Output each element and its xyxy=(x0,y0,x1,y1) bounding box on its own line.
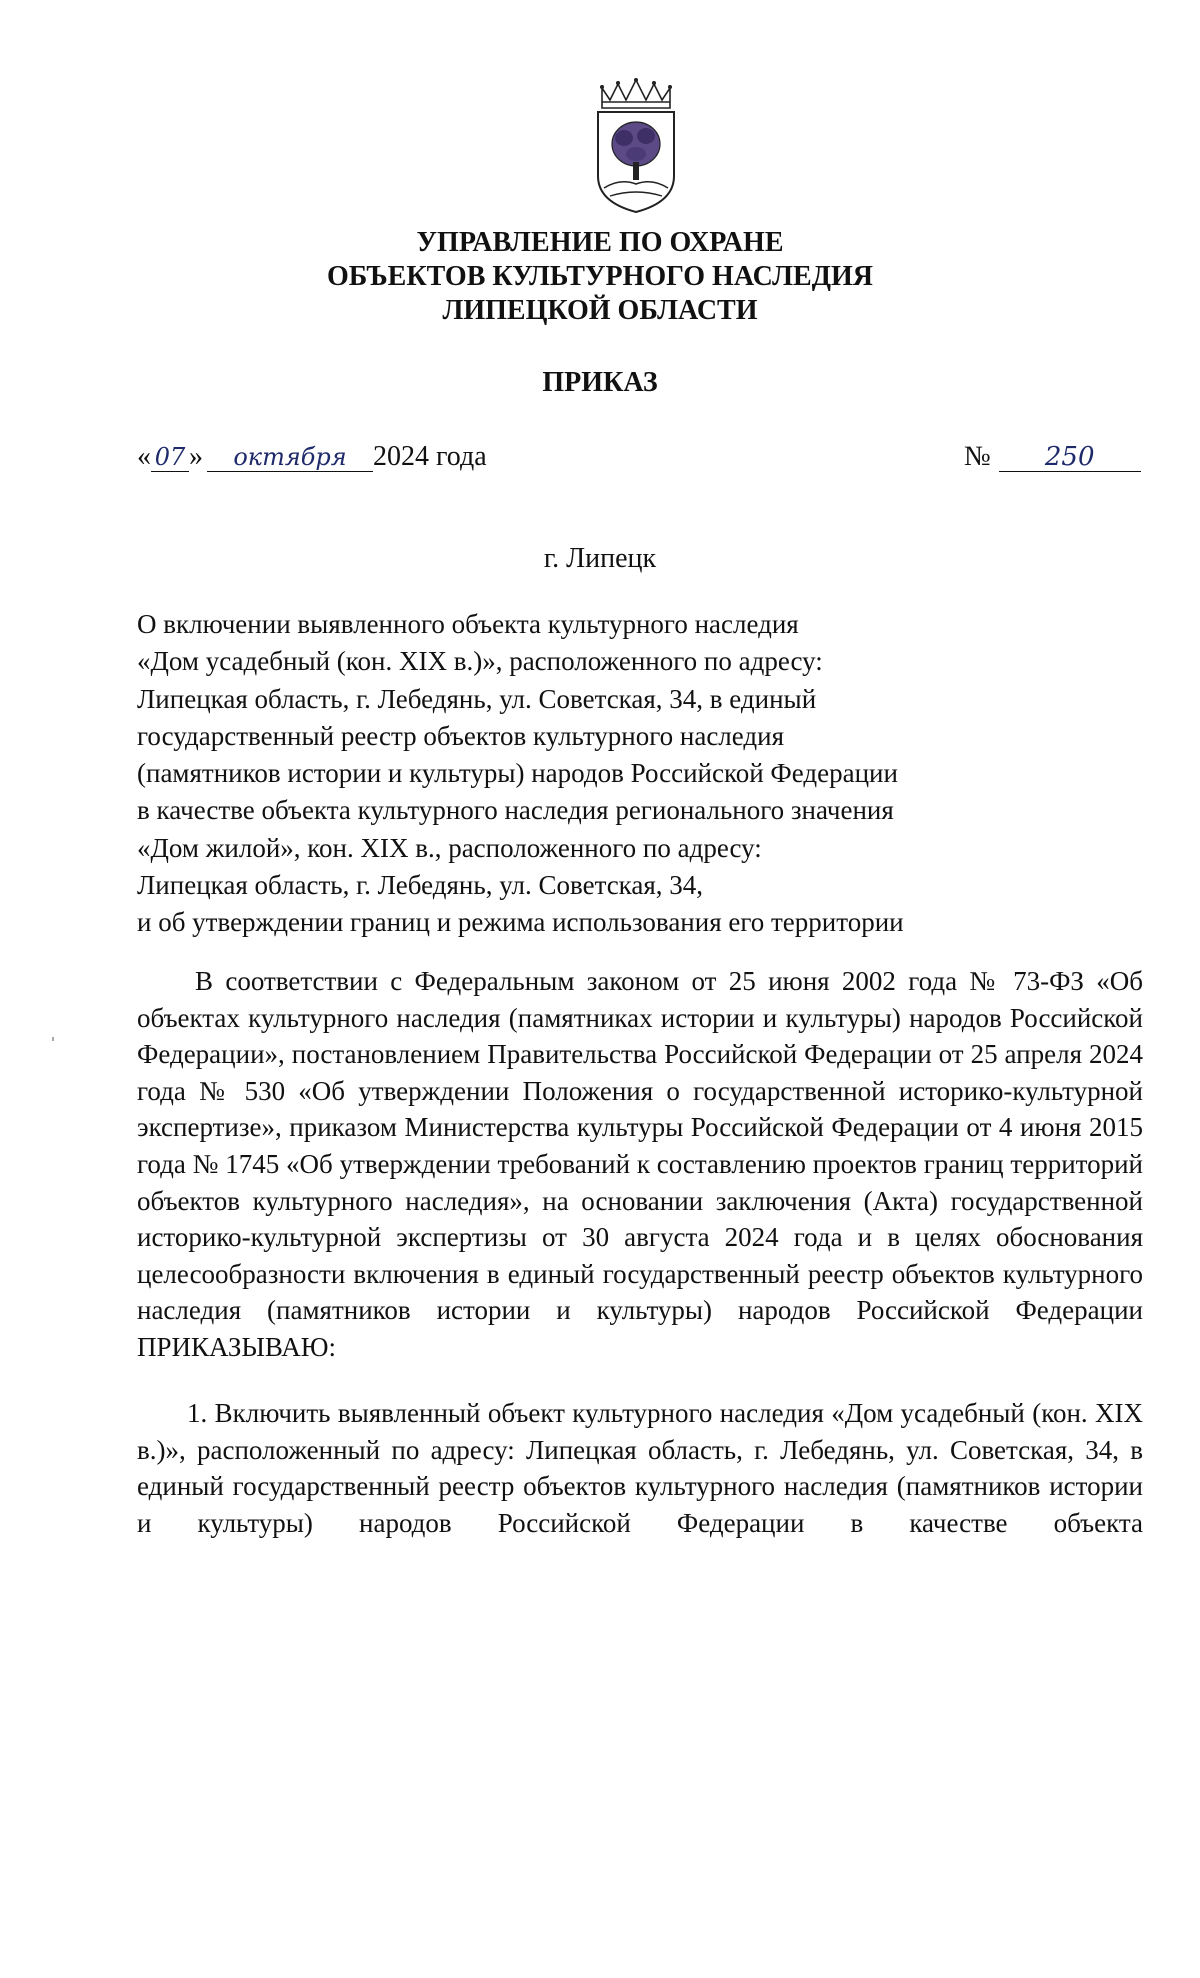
date-year: 2024 года xyxy=(373,441,487,472)
document-type-title: ПРИКАЗ xyxy=(542,367,658,398)
date-open-quote: « xyxy=(137,441,151,472)
subject-line: Липецкая область, г. Лебедянь, ул. Советская, 34, в единый xyxy=(137,683,817,714)
subject-line: (памятников истории и культуры) народов Российской Федерации xyxy=(137,758,898,789)
order-number xyxy=(964,440,1141,474)
preamble-paragraph: В соответствии с Федеральным законом от 25 июня 2002 года № 73-ФЗ «Об объектах культурного наследия (памятниках истории и культуры) народов Российской Федерации», постановлением Правительства Российской Федерации от 25 апреля 2024 года № 530 «Об утверждении Положения о государственной историко-культурной экспертизе», приказом Министерства культуры Российской Федерации от 4 июня 2015 года № 1745 «Об утверждении требований к составлению проектов границ территорий объектов культурного наследия», на основании заключения (Акта) государственной историко-культурной экспертизы от 30 августа 2024 года и в целях обоснования целесообразности включения в единый государственный реестр объектов культурного наследия (памятников истории и культуры) народов Российской Федерации ПРИКАЗЫВАЮ: xyxy=(137,966,1143,1362)
scan-speck xyxy=(52,1037,54,1041)
date-month-handwritten: октября xyxy=(233,443,347,471)
org-line: УПРАВЛЕНИЕ ПО ОХРАНЕ xyxy=(416,227,784,258)
coat-of-arms-icon xyxy=(590,78,682,214)
order-item-1: 1. Включить выявленный объект культурного наследия «Дом усадебный (кон. XIX в.)», расположенный по адресу: Липецкая область, г. Лебедянь, ул. Советская, 34, в единый государственный реестр объектов культурного наследия (памятников истории и культуры) народов Российской Федерации в качестве объекта xyxy=(137,1398,1143,1538)
subject-line: и об утверждении границ и режима использования его территории xyxy=(137,907,904,938)
date-close-quote: » xyxy=(189,441,203,472)
order-date xyxy=(137,440,487,474)
number-label: № xyxy=(964,441,991,472)
subject-line: Липецкая область, г. Лебедянь, ул. Советская, 34, xyxy=(137,870,704,901)
subject-line: государственный реестр объектов культурного наследия xyxy=(137,720,785,751)
subject-line: «Дом жилой», кон. XIX в., расположенного по адресу: xyxy=(137,832,762,863)
subject-line: О включении выявленного объекта культурного наследия xyxy=(137,609,799,639)
organization-name xyxy=(0,226,1200,328)
number-value-handwritten: 250 xyxy=(1044,442,1095,472)
date-day-handwritten: 07 xyxy=(154,443,186,471)
city-name: г. Липецк xyxy=(543,543,657,574)
org-line: ЛИПЕЦКОЙ ОБЛАСТИ xyxy=(442,295,758,326)
subject-line: «Дом усадебный (кон. XIX в.)», расположенного по адресу: xyxy=(137,646,823,677)
order-subject xyxy=(137,606,904,942)
subject-line: в качестве объекта культурного наследия регионального значения xyxy=(137,795,894,826)
org-line: ОБЪЕКТОВ КУЛЬТУРНОГО НАСЛЕДИЯ xyxy=(327,261,873,292)
